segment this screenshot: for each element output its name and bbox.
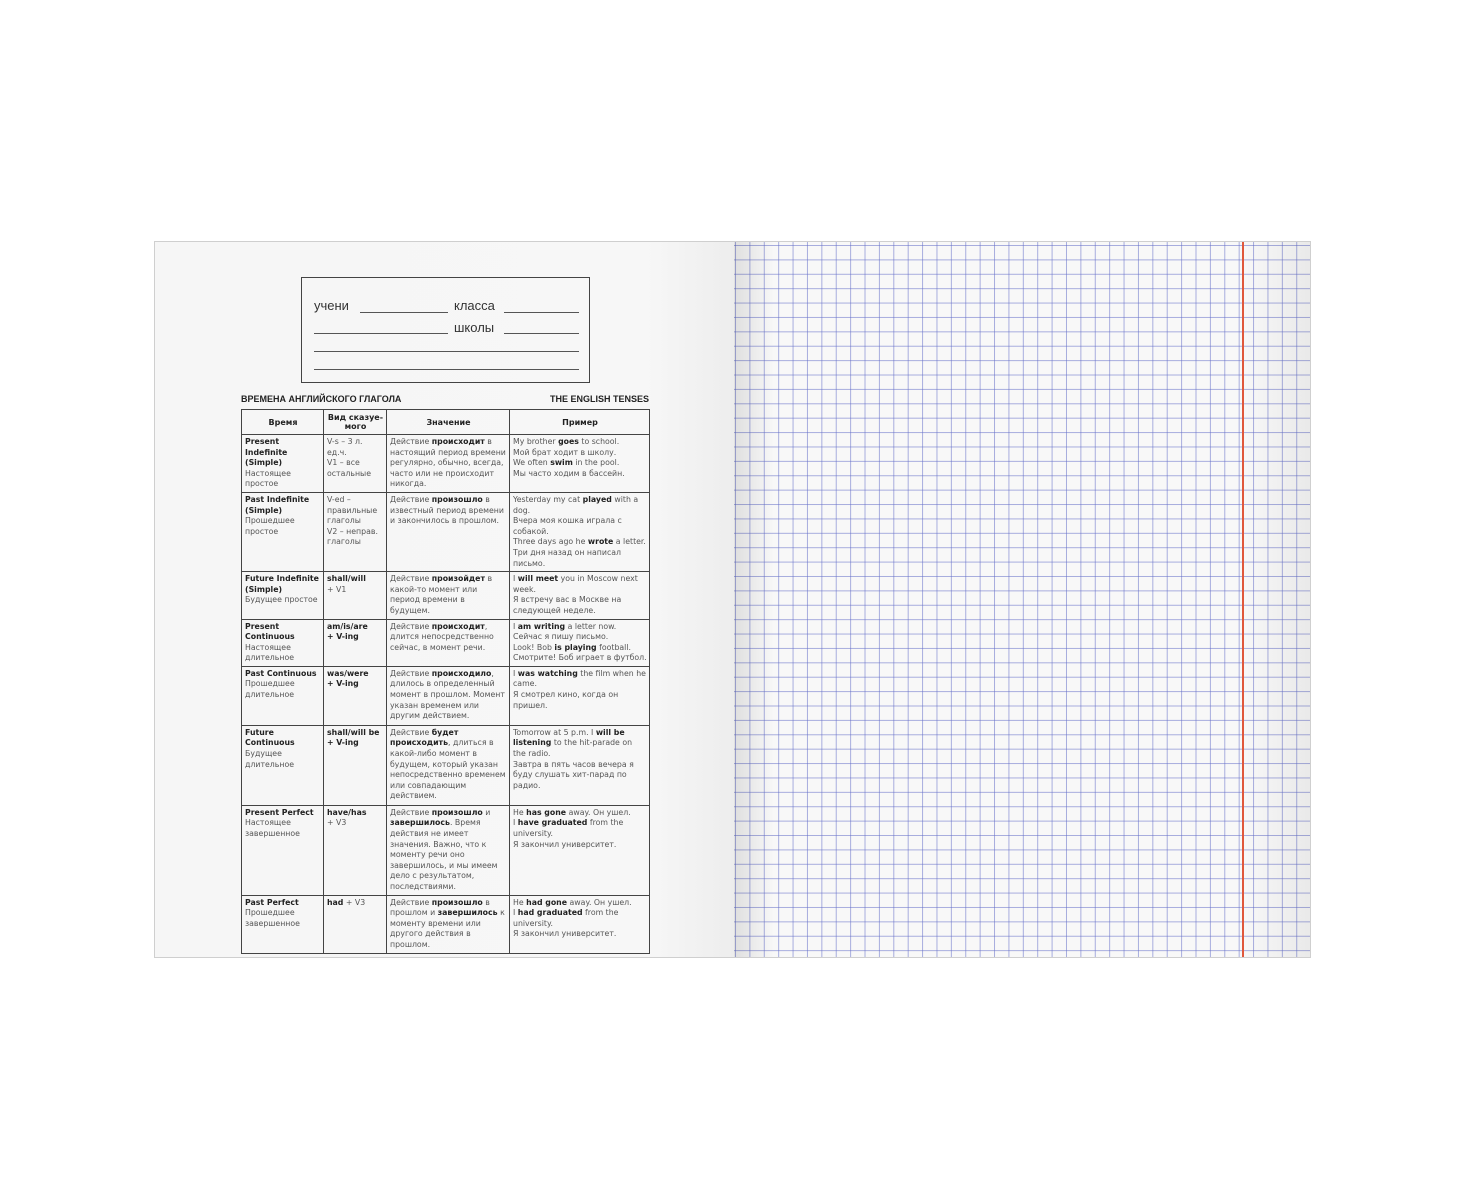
form-b: + V-ing [327,679,359,689]
form-cell [324,666,387,725]
ex1-post: with a dog. [513,494,639,515]
ex2-post: football. [596,642,631,652]
table-header-row [242,410,650,435]
ex2-ru: Мы часто ходим в бассейн. [513,468,625,478]
ex2-bold: had graduated [517,908,583,918]
form-b: + V3 [345,897,366,907]
tenses-title-en: THE ENGLISH TENSES [549,394,649,404]
form-a: was/were [327,668,369,678]
form-cell [324,895,387,953]
tense-ru: Настоящее простое [245,468,291,489]
ex1-post: you in Moscow next week. [513,574,638,594]
form-cell [324,572,387,619]
school-number-line[interactable] [314,333,448,334]
ex1-ru: Завтра в пять часов вечера я буду слушать хит-парад по радио. [513,759,634,790]
ex2-ru: Смотрите! Боб играет в футбол. [513,653,647,663]
label-row-student [314,298,579,318]
ex2-pre: Three days ago he [513,537,588,547]
tense-en: Present Perfect [245,807,314,817]
meaning-mid: в прошлом и [390,897,490,918]
ex1-ru: Я смотрел кино, когда он пришел. [513,690,619,710]
form-b: + V3 [327,818,347,828]
form-cell [324,492,387,571]
ex2-bold: have graduated [517,818,588,828]
meaning-cell [387,666,510,725]
meaning-bold: происходит [431,621,485,631]
ex2-bold: is playing [554,642,597,652]
form-a: have/has [327,807,367,817]
tense-en: Past Indefinite (Simple) [245,494,310,515]
ex1-post: a letter now. [565,621,617,631]
header-meaning: Значение [387,410,510,435]
label-row-school [314,320,579,340]
ex1-pre: I [513,668,518,678]
ex1-pre: Tomorrow at 5 p.m. I [513,727,596,737]
meaning-cell [387,492,510,571]
meaning-pre: Действие [390,727,432,737]
meaning-bold-2: завершилось [437,908,498,918]
ex1-post: away. Он ушел. [566,807,631,817]
ex1-pre: He [513,897,527,907]
meaning-post: , длится непосредственно сейчас, в момент речи. [390,621,494,652]
header-example: Пример [510,410,650,435]
form-b: V2 – неправ. глаголы [327,526,378,547]
tenses-table-heading [241,394,649,408]
ex1-ru: Вчера моя кошка играла с собакой. [513,516,622,536]
example-cell [510,492,650,571]
example-cell [510,572,650,619]
ex2-ru: Три дня назад он написал письмо. [513,547,622,568]
ex1-ru: Мой брат ходит в школу. [513,447,617,457]
meaning-pre: Действие [390,494,432,504]
meaning-bold: происходит [431,437,485,446]
tense-cell [242,619,324,666]
table-row [242,435,650,493]
form-a: had [327,897,344,907]
tense-ru: Будущее длительное [245,749,295,769]
ex1-post: the film when he came. [513,668,646,689]
example-cell [510,435,650,493]
meaning-bold: произойдет [431,574,485,584]
table-row [242,619,650,666]
example-cell [510,725,650,805]
meaning-pre: Действие [390,668,432,678]
tense-cell [242,725,324,805]
ex2-pre: We often [513,458,551,468]
class-line[interactable] [504,312,579,313]
meaning-post: в какой-то момент или период времени в будущем. [390,574,493,615]
meaning-post: , длилось в определенный момент в прошлом. Момент указан временем или другим действием. [390,668,505,721]
label-row-blank-1 [314,341,579,361]
ex1-bold: has gone [526,807,567,817]
form-b: V1 – все остальные [327,458,372,478]
form-cell [324,435,387,493]
meaning-cell [387,572,510,619]
meaning-pre: Действие [390,437,432,446]
ex2-ru: Я закончил университет. [513,839,617,849]
tenses-table [241,409,650,954]
table-row [242,725,650,805]
tenses-title-ru: ВРЕМЕНА АНГЛИЙСКОГО ГЛАГОЛА [241,394,402,404]
ex2-ru: Я закончил университет. [513,929,617,939]
meaning-bold: произошло [431,494,483,504]
tense-ru: Прошедшее простое [245,516,295,536]
form-b: + V-ing [327,632,359,642]
meaning-bold: будет происходить [390,727,459,748]
meaning-pre: Действие [390,621,432,631]
meaning-bold-2: завершилось [390,818,450,828]
meaning-post: в известный период времени и закончилось в прошлом. [390,494,504,526]
label-school-word: школы [454,320,495,335]
example-cell [510,619,650,666]
meaning-pre: Действие [390,897,432,907]
ex2-post: in the pool. [572,458,620,468]
header-form: Вид сказуе-мого [324,410,387,435]
tense-ru: Прошедшее завершенное [245,908,300,928]
form-cell [324,619,387,666]
tense-en: Future Continuous [245,727,295,748]
meaning-mid: и [482,807,491,817]
tense-ru: Будущее простое [245,595,318,605]
meaning-pre: Действие [390,807,432,817]
table-row [242,895,650,953]
ex2-pre: I [513,818,518,828]
form-a: shall/will be [327,727,380,737]
blank-line-2[interactable] [314,369,579,370]
tense-en: Past Continuous [245,668,317,678]
meaning-cell [387,619,510,666]
ex1-pre: Yesterday my cat [513,494,583,504]
form-b: + V-ing [327,738,359,748]
ex2-post: from the university. [513,818,624,839]
ex2-bold: wrote [587,537,614,547]
tense-en: Future Indefinite (Simple) [245,574,319,594]
ex1-pre: I [513,621,518,631]
example-cell [510,895,650,953]
tense-ru: Настоящее длительное [245,642,295,663]
ex1-pre: My brother [513,437,559,446]
school-name-line[interactable] [504,333,579,334]
inner-cover-page [155,242,734,957]
label-class-word: класса [454,298,495,313]
form-a: V-ed – правильные глаголы [327,494,378,526]
meaning-bold: происходило [431,668,492,678]
ex1-ru: Сейчас я пишу письмо. [513,632,609,642]
ex2-post: from the university. [513,908,619,928]
ex2-bold: swim [550,458,573,468]
meaning-cell [387,805,510,895]
meaning-post: к моменту времени или другого действия в прошлом. [390,908,505,949]
graph-paper-page[interactable] [734,242,1310,957]
meaning-post: . Время действия не имеет значения. Важно, что к моменту речи оно завершилось, и мы имеем дело с результатом, последствиями. [390,818,498,892]
ex1-post: to school. [578,437,620,446]
tense-cell [242,666,324,725]
example-cell [510,805,650,895]
meaning-bold: произошло [431,897,483,907]
meaning-cell [387,435,510,493]
form-a: shall/will [327,574,366,584]
ex1-ru: Я встречу вас в Москве на следующей неделе. [513,595,622,615]
label-student-prefix: учени [314,298,349,313]
tense-cell [242,492,324,571]
ex1-bold: goes [558,437,579,446]
ex1-bold: will meet [517,574,559,584]
name-label-box [301,277,590,383]
table-row [242,805,650,895]
student-name-line[interactable] [360,312,448,313]
meaning-pre: Действие [390,574,432,584]
meaning-cell [387,725,510,805]
tense-cell [242,435,324,493]
notebook-spread [154,241,1311,958]
table-row [242,492,650,571]
example-cell [510,666,650,725]
ex1-post: to the hit-parade on the radio. [513,738,633,759]
ex1-bold: played [582,494,612,504]
blank-line-1[interactable] [314,351,579,352]
tense-cell [242,895,324,953]
table-row [242,666,650,725]
ex1-bold: had gone [526,897,568,907]
meaning-post: в настоящий период времени регулярно, обычно, всегда, часто или не происходит никогда. [390,437,506,489]
header-tense: Время [242,410,324,435]
ex1-post: away. Он ушел. [567,897,632,907]
red-margin-line [1242,242,1244,957]
tense-ru: Прошедшее длительное [245,679,295,700]
table-row [242,572,650,619]
tense-cell [242,572,324,619]
ex1-bold: am writing [517,621,566,631]
tense-ru: Настоящее завершенное [245,818,300,839]
ex2-pre: Look! Bob [513,642,555,652]
ex1-pre: He [513,807,527,817]
ex1-pre: I [513,574,518,584]
form-cell [324,725,387,805]
tense-en: Present Indefinite (Simple) [245,437,288,468]
meaning-cell [387,895,510,953]
tense-cell [242,805,324,895]
ex1-bold: will be listening [513,727,625,748]
meaning-post: , длиться в какой-либо момент в будущем, который указан непосредственно временем или совпадающим действием. [390,738,506,801]
form-cell [324,805,387,895]
tense-en: Past Perfect [245,897,299,907]
tense-en: Present Continuous [245,621,295,642]
meaning-bold: произошло [431,807,483,817]
ex2-pre: I [513,908,518,918]
form-b: + V1 [327,584,347,594]
label-row-blank-2 [314,359,579,379]
form-a: am/is/are [327,621,368,631]
ex1-bold: was watching [517,668,578,678]
ex2-post: a letter. [613,537,646,547]
form-a: V-s – 3 л. ед.ч. [327,437,363,457]
